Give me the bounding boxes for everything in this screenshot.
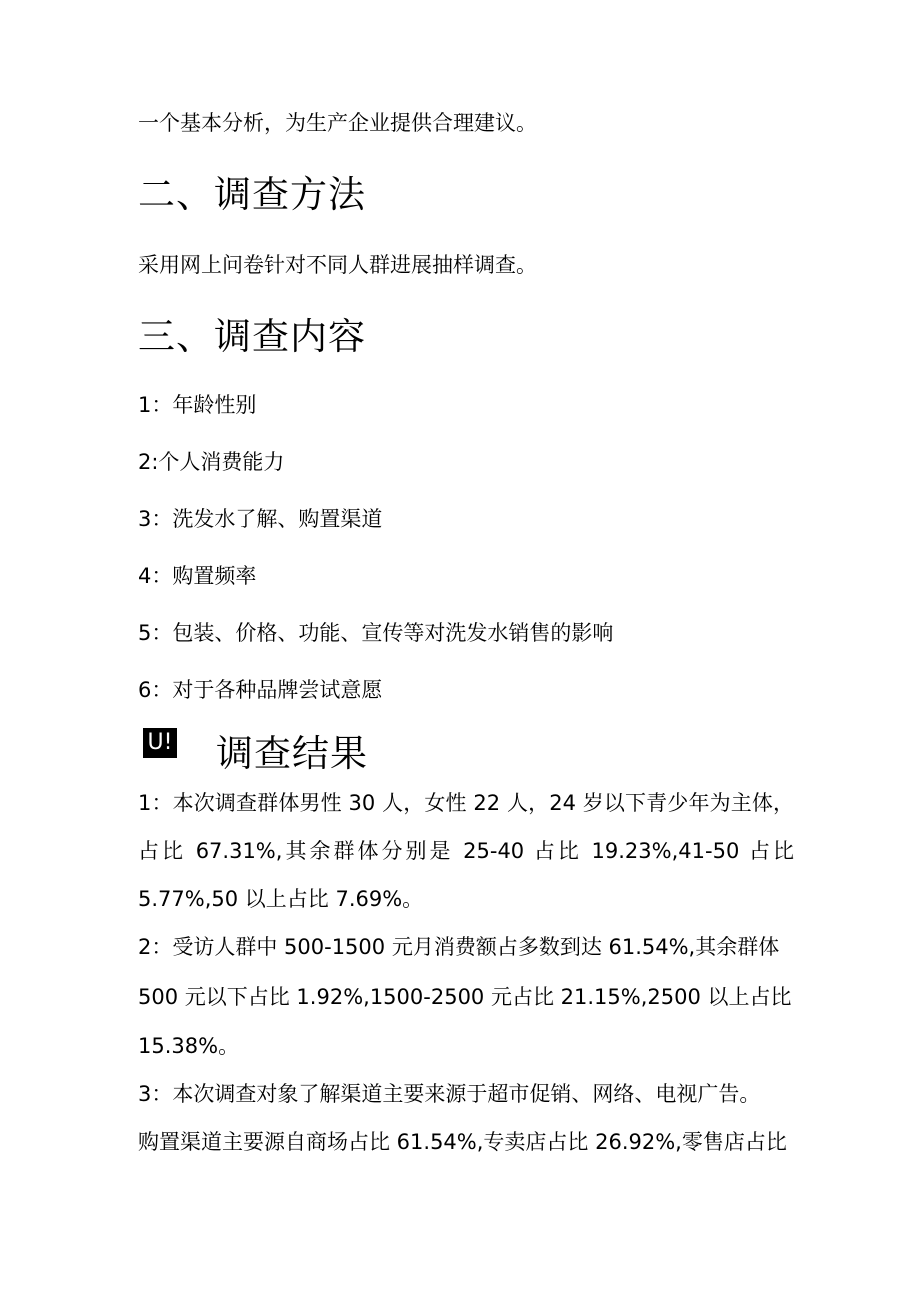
content-item-1: 1：年龄性别	[138, 393, 257, 417]
content-item-5: 5：包装、价格、功能、宣传等对洗发水销售的影响	[138, 621, 614, 645]
results-line-2: 占比 67.31%,其余群体分别是 25-40 占比 19.23%,41-50 占比	[138, 839, 794, 863]
results-line-7: 3：本次调查对象了解渠道主要来源于超市促销、网络、电视广告。	[138, 1082, 761, 1106]
intro-line: 一个基本分析，为生产企业提供合理建议。	[138, 111, 537, 135]
content-item-4: 4：购置频率	[138, 564, 257, 588]
results-line-4: 2：受访人群中 500-1500 元月消费额占多数到达 61.54%,其余群体	[138, 935, 780, 959]
results-line-6: 15.38%。	[138, 1034, 240, 1058]
section-heading-methods: 二、调查方法	[138, 173, 366, 216]
section-number-badge: U!	[143, 728, 177, 758]
section-heading-results: 调查结果	[216, 732, 368, 775]
content-item-6: 6：对于各种品牌尝试意愿	[138, 678, 383, 702]
section-heading-content: 三、调查内容	[138, 315, 366, 358]
results-line-8: 购置渠道主要源自商场占比 61.54%,专卖店占比 26.92%,零售店占比	[138, 1130, 787, 1154]
content-item-2: 2:个人消费能力	[138, 450, 285, 474]
results-line-1: 1：本次调查群体男性 30 人，女性 22 人，24 岁以下青少年为主体，	[138, 791, 794, 815]
results-line-5: 500 元以下占比 1.92%,1500-2500 元占比 21.15%,2500 以上占比	[138, 985, 792, 1009]
results-line-3: 5.77%,50 以上占比 7.69%。	[138, 887, 424, 911]
methods-body: 采用网上问卷针对不同人群进展抽样调查。	[138, 253, 537, 277]
content-item-3: 3：洗发水了解、购置渠道	[138, 507, 383, 531]
